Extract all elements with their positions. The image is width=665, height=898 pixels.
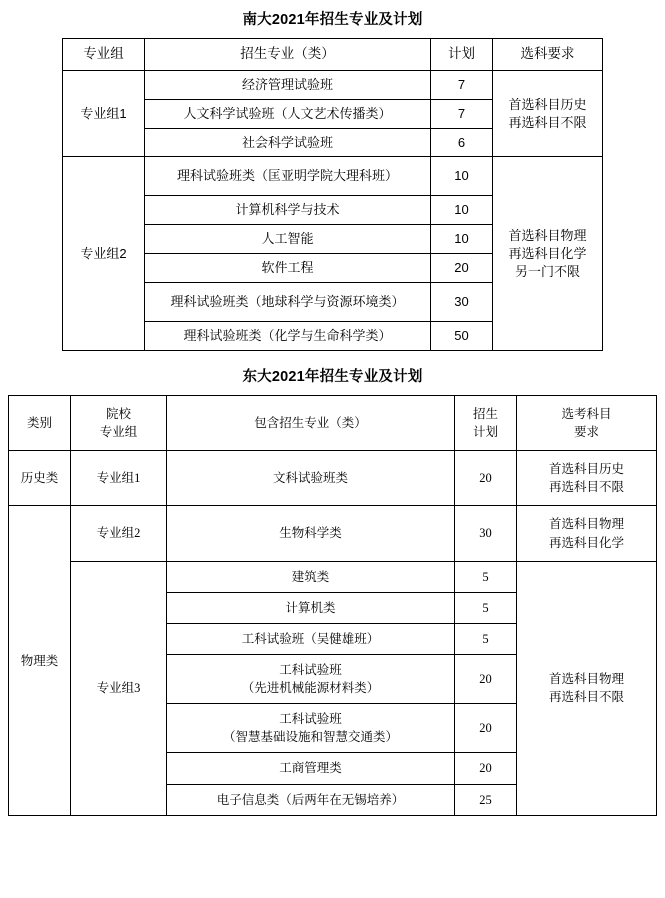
dongda-table-container bbox=[0, 395, 665, 816]
requirement-line: 再选科目不限 bbox=[508, 114, 587, 130]
plan-count: 6 bbox=[431, 128, 493, 157]
plan-count: 5 bbox=[455, 561, 517, 592]
header-line: 招生 bbox=[472, 407, 498, 422]
major-name: 软件工程 bbox=[145, 254, 431, 283]
subject-requirement bbox=[517, 506, 657, 561]
subject-requirement bbox=[517, 561, 657, 815]
requirement-line: 首选科目物理 bbox=[548, 517, 624, 532]
major-name: 社会科学试验班 bbox=[145, 128, 431, 157]
plan-count: 5 bbox=[455, 592, 517, 623]
major-line: 工科试验班 bbox=[279, 662, 342, 677]
subject-requirement bbox=[493, 157, 603, 351]
major-name: 电子信息类（后两年在无锡培养） bbox=[167, 784, 455, 815]
plan-count: 25 bbox=[455, 784, 517, 815]
table-header-row bbox=[9, 396, 657, 451]
requirement-line: 另一门不限 bbox=[514, 263, 580, 279]
group-label: 专业组3 bbox=[71, 561, 167, 815]
requirement-line: 再选科目化学 bbox=[508, 245, 587, 261]
document-page bbox=[0, 8, 665, 898]
header-line: 选考科目 bbox=[561, 407, 612, 422]
major-name: 生物科学类 bbox=[167, 506, 455, 561]
table-row bbox=[9, 561, 657, 592]
major-name: 理科试验班类（匡亚明学院大理科班） bbox=[145, 157, 431, 196]
major-name: 人文科学试验班（人文艺术传播类） bbox=[145, 99, 431, 128]
header-cell-major: 招生专业（类） bbox=[145, 39, 431, 71]
subject-requirement bbox=[517, 451, 657, 506]
requirement-line: 再选科目不限 bbox=[548, 690, 624, 705]
header-cell-plan: 计划 bbox=[431, 39, 493, 71]
table-row bbox=[9, 451, 657, 506]
plan-count: 20 bbox=[455, 753, 517, 784]
major-line: 工科试验班 bbox=[279, 712, 342, 727]
plan-count: 5 bbox=[455, 623, 517, 654]
major-name: 文科试验班类 bbox=[167, 451, 455, 506]
plan-count: 20 bbox=[431, 254, 493, 283]
header-line: 专业组 bbox=[99, 425, 138, 440]
major-name: 建筑类 bbox=[167, 561, 455, 592]
subject-requirement bbox=[493, 70, 603, 157]
table-header-row bbox=[63, 39, 603, 71]
plan-count: 20 bbox=[455, 451, 517, 506]
category-label: 物理类 bbox=[9, 506, 71, 815]
header-cell-plan bbox=[455, 396, 517, 451]
major-name bbox=[167, 704, 455, 753]
major-name bbox=[167, 654, 455, 703]
requirement-line: 首选科目历史 bbox=[548, 462, 624, 477]
major-name: 工商管理类 bbox=[167, 753, 455, 784]
major-name: 经济管理试验班 bbox=[145, 70, 431, 99]
major-line: （智慧基础设施和智慧交通类） bbox=[222, 730, 398, 745]
plan-count: 20 bbox=[455, 704, 517, 753]
nanda-admission-table bbox=[62, 38, 603, 351]
major-name: 计算机类 bbox=[167, 592, 455, 623]
requirement-line: 再选科目化学 bbox=[548, 535, 624, 550]
header-line: 要求 bbox=[573, 425, 599, 440]
requirement-line: 首选科目物理 bbox=[508, 227, 587, 243]
major-name: 人工智能 bbox=[145, 225, 431, 254]
requirement-line: 首选科目历史 bbox=[508, 96, 587, 112]
group-label: 专业组2 bbox=[63, 157, 145, 351]
major-name: 工科试验班（吴健雄班） bbox=[167, 623, 455, 654]
requirement-line: 首选科目物理 bbox=[548, 672, 624, 686]
nanda-table-title: 南大2021年招生专业及计划 bbox=[242, 12, 423, 28]
plan-count: 10 bbox=[431, 157, 493, 196]
table-row bbox=[9, 506, 657, 561]
header-cell-requirement: 选科要求 bbox=[493, 39, 603, 71]
table-row bbox=[63, 70, 603, 99]
dongda-admission-table bbox=[8, 395, 657, 816]
plan-count: 30 bbox=[431, 283, 493, 322]
major-name: 理科试验班类（化学与生命科学类） bbox=[145, 322, 431, 351]
header-line: 类别 bbox=[26, 416, 52, 431]
group-label: 专业组1 bbox=[63, 70, 145, 157]
nanda-table-container bbox=[0, 38, 665, 351]
dongda-table-title: 东大2021年招生专业及计划 bbox=[242, 369, 423, 386]
requirement-line: 再选科目不限 bbox=[548, 480, 624, 495]
plan-count: 50 bbox=[431, 322, 493, 351]
major-name: 计算机科学与技术 bbox=[145, 196, 431, 225]
plan-count: 10 bbox=[431, 196, 493, 225]
major-line: （先进机械能源材料类） bbox=[241, 681, 380, 696]
header-line: 计划 bbox=[472, 425, 498, 440]
header-cell-kind bbox=[9, 396, 71, 451]
group-label: 专业组1 bbox=[71, 451, 167, 506]
header-cell-requirement bbox=[517, 396, 657, 451]
header-cell-group bbox=[71, 396, 167, 451]
header-cell-group: 专业组 bbox=[63, 39, 145, 71]
plan-count: 7 bbox=[431, 99, 493, 128]
table-row bbox=[63, 157, 603, 196]
plan-count: 7 bbox=[431, 70, 493, 99]
header-cell-major: 包含招生专业（类） bbox=[167, 396, 455, 451]
plan-count: 20 bbox=[455, 654, 517, 703]
plan-count: 10 bbox=[431, 225, 493, 254]
header-line: 院校 bbox=[105, 407, 131, 422]
category-label: 历史类 bbox=[9, 451, 71, 506]
major-name: 理科试验班类（地球科学与资源环境类） bbox=[145, 283, 431, 322]
plan-count: 30 bbox=[455, 506, 517, 561]
group-label: 专业组2 bbox=[71, 506, 167, 561]
